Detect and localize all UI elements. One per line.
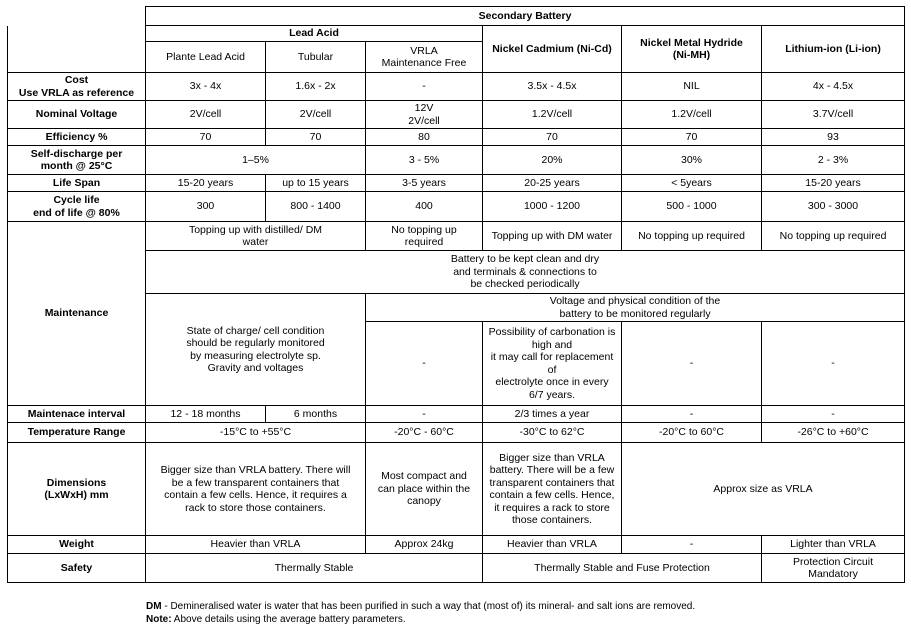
- dimensions-nicd: Bigger size than VRLA battery. There will be a few transparent containers that contain a few cells. Hence, it requires a rack to store those containers.: [483, 443, 622, 536]
- self-discharge-nimh: 30%: [622, 146, 762, 175]
- cycle-life-nimh: 500 - 1000: [622, 192, 762, 222]
- self-discharge-vrla: 3 - 5%: [366, 146, 483, 175]
- life-span-label: Life Span: [8, 175, 146, 192]
- efficiency-liion: 93: [762, 129, 905, 146]
- weight-label: Weight: [8, 536, 146, 554]
- weight-nicd: Heavier than VRLA: [483, 536, 622, 554]
- dimensions-row: [8, 443, 905, 536]
- voltage-vrla: 12V 2V/cell: [366, 101, 483, 129]
- cycle-life-liion: 300 - 3000: [762, 192, 905, 222]
- safety-label: Safety: [8, 554, 146, 583]
- cost-vrla: -: [366, 73, 483, 101]
- maintenance-topping-vrla: No topping up required: [366, 222, 483, 251]
- life-span-nimh: < 5years: [622, 175, 762, 192]
- interval-row: [8, 406, 905, 423]
- weight-lead: Heavier than VRLA: [146, 536, 366, 554]
- life-span-liion: 15-20 years: [762, 175, 905, 192]
- liion-header: Lithium-ion (Li-ion): [762, 26, 905, 73]
- self-discharge-label: Self-discharge per month @ 25°C: [8, 146, 146, 175]
- cycle-life-tubular: 800 - 1400: [266, 192, 366, 222]
- tubular-header: Tubular: [266, 42, 366, 73]
- maintenance-liion-extra: -: [762, 322, 905, 406]
- dimensions-vrla: Most compact and can place within the canopy: [366, 443, 483, 536]
- vrla-header: VRLA Maintenance Free: [366, 42, 483, 73]
- voltage-plante: 2V/cell: [146, 101, 266, 129]
- temperature-nimh: -20°C to 60°C: [622, 423, 762, 443]
- temperature-nicd: -30°C to 62°C: [483, 423, 622, 443]
- efficiency-vrla: 80: [366, 129, 483, 146]
- maintenance-topping-lead: Topping up with distilled/ DM water: [146, 222, 366, 251]
- efficiency-row: [8, 129, 905, 146]
- cost-tubular: 1.6x - 2x: [266, 73, 366, 101]
- interval-vrla: -: [366, 406, 483, 423]
- voltage-tubular: 2V/cell: [266, 101, 366, 129]
- maintenance-topping-liion: No topping up required: [762, 222, 905, 251]
- footnotes: [146, 600, 695, 626]
- plante-header: Plante Lead Acid: [146, 42, 266, 73]
- efficiency-plante: 70: [146, 129, 266, 146]
- maintenance-row-1: [8, 222, 905, 251]
- weight-row: [8, 536, 905, 554]
- efficiency-nicd: 70: [483, 129, 622, 146]
- safety-lead-vrla: Thermally Stable: [146, 554, 483, 583]
- cycle-life-label: Cycle life end of life @ 80%: [8, 192, 146, 222]
- note-term: Note:: [146, 614, 172, 625]
- temperature-vrla: -20°C - 60°C: [366, 423, 483, 443]
- weight-nimh: -: [622, 536, 762, 554]
- cycle-life-row: [8, 192, 905, 222]
- weight-liion: Lighter than VRLA: [762, 536, 905, 554]
- efficiency-nimh: 70: [622, 129, 762, 146]
- interval-plante: 12 - 18 months: [146, 406, 266, 423]
- temperature-row: [8, 423, 905, 443]
- voltage-label: Nominal Voltage: [8, 101, 146, 129]
- cycle-life-nicd: 1000 - 1200: [483, 192, 622, 222]
- cost-nicd: 3.5x - 4.5x: [483, 73, 622, 101]
- cycle-life-vrla: 400: [366, 192, 483, 222]
- temperature-lead: -15°C to +55°C: [146, 423, 366, 443]
- self-discharge-liion: 2 - 3%: [762, 146, 905, 175]
- life-span-vrla: 3-5 years: [366, 175, 483, 192]
- cost-liion: 4x - 4.5x: [762, 73, 905, 101]
- maintenance-lead-monitoring: State of charge/ cell condition should be regularly monitored by measuring electrolyte sp. Gravity and voltages: [146, 294, 366, 406]
- life-span-plante: 15-20 years: [146, 175, 266, 192]
- maintenance-general: Battery to be kept clean and dry and terminals & connections to be checked periodically: [146, 251, 905, 294]
- battery-comparison-table: [7, 6, 905, 583]
- maintenance-other-monitoring: Voltage and physical condition of the battery to be monitored regularly: [366, 294, 905, 322]
- life-span-tubular: up to 15 years: [266, 175, 366, 192]
- self-discharge-nicd: 20%: [483, 146, 622, 175]
- note-footnote: [146, 613, 695, 626]
- dm-footnote: [146, 600, 695, 613]
- life-span-nicd: 20-25 years: [483, 175, 622, 192]
- secondary-battery-header: Secondary Battery: [146, 7, 905, 26]
- interval-tubular: 6 months: [266, 406, 366, 423]
- efficiency-label: Efficiency %: [8, 129, 146, 146]
- weight-vrla: Approx 24kg: [366, 536, 483, 554]
- temperature-liion: -26°C to +60°C: [762, 423, 905, 443]
- nicd-header: Nickel Cadmium (Ni-Cd): [483, 26, 622, 73]
- dm-definition: - Demineralised water is water that has been purified in such a way that (most of) its mineral- and salt ions are removed.: [161, 601, 696, 612]
- note-text: Above details using the average battery parameters.: [171, 614, 406, 625]
- interval-liion: -: [762, 406, 905, 423]
- cost-plante: 3x - 4x: [146, 73, 266, 101]
- dm-term: DM: [146, 601, 162, 612]
- voltage-row: [8, 101, 905, 129]
- safety-row: [8, 554, 905, 583]
- voltage-liion: 3.7V/cell: [762, 101, 905, 129]
- maintenance-label: Maintenance: [8, 222, 146, 406]
- lead-acid-header: Lead Acid: [146, 26, 483, 42]
- cost-label: Cost Use VRLA as reference: [8, 73, 146, 101]
- dimensions-label: Dimensions (LxWxH) mm: [8, 443, 146, 536]
- voltage-nicd: 1.2V/cell: [483, 101, 622, 129]
- cost-nimh: NIL: [622, 73, 762, 101]
- self-discharge-row: [8, 146, 905, 175]
- dimensions-lead: Bigger size than VRLA battery. There will be a few transparent containers that contain a few cells. Hence, it requires a rack to store those containers.: [146, 443, 366, 536]
- interval-label: Maintenace interval: [8, 406, 146, 423]
- efficiency-tubular: 70: [266, 129, 366, 146]
- interval-nicd: 2/3 times a year: [483, 406, 622, 423]
- life-span-row: [8, 175, 905, 192]
- maintenance-nimh-extra: -: [622, 322, 762, 406]
- cycle-life-plante: 300: [146, 192, 266, 222]
- maintenance-topping-nicd: Topping up with DM water: [483, 222, 622, 251]
- interval-nimh: -: [622, 406, 762, 423]
- safety-nicd-nimh: Thermally Stable and Fuse Protection: [483, 554, 762, 583]
- nimh-header: Nickel Metal Hydride (Ni-MH): [622, 26, 762, 73]
- cost-row: [8, 73, 905, 101]
- dimensions-nimh-liion: Approx size as VRLA: [622, 443, 905, 536]
- maintenance-vrla-extra: -: [366, 322, 483, 406]
- temperature-label: Temperature Range: [8, 423, 146, 443]
- maintenance-topping-nimh: No topping up required: [622, 222, 762, 251]
- voltage-nimh: 1.2V/cell: [622, 101, 762, 129]
- safety-liion: Protection Circuit Mandatory: [762, 554, 905, 583]
- maintenance-nicd-carbonation: Possibility of carbonation is high and it may call for replacement of electrolyte once in every 6/7 years.: [483, 322, 622, 406]
- self-discharge-lead: 1–5%: [146, 146, 366, 175]
